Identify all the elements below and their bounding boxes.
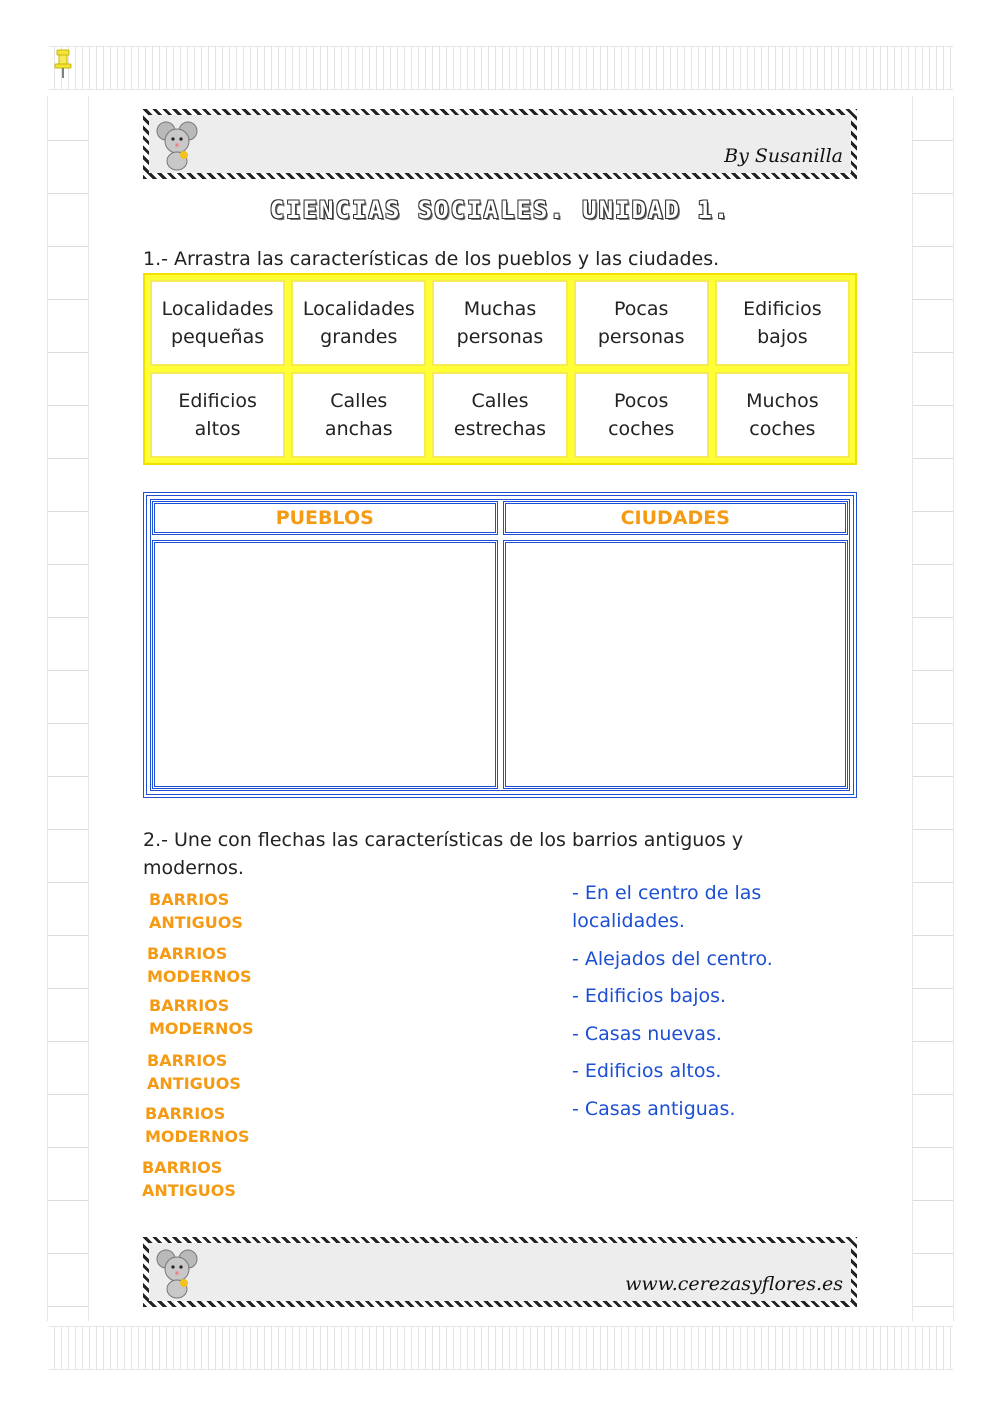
match-right-item[interactable]: - En el centro de las localidades. bbox=[572, 882, 762, 932]
mouse-icon bbox=[155, 119, 201, 171]
match-right-item[interactable]: - Casas antiguas. bbox=[572, 1098, 736, 1120]
match-left-item[interactable]: BARRIOS ANTIGUOS bbox=[147, 1051, 241, 1093]
drag-tile[interactable]: Edificios bajos bbox=[715, 280, 850, 366]
author-credit: By Susanilla bbox=[724, 145, 843, 167]
drag-tile[interactable]: Localidades pequeñas bbox=[150, 280, 285, 366]
website-credit: www.cerezasyflores.es bbox=[625, 1273, 843, 1295]
notebook-frame-top bbox=[48, 46, 953, 90]
page-title: CIENCIAS SOCIALES. UNIDAD 1. bbox=[269, 196, 731, 224]
drag-tile[interactable]: Localidades grandes bbox=[291, 280, 426, 366]
drag-tile[interactable]: Calles anchas bbox=[291, 372, 426, 458]
header-banner bbox=[143, 109, 857, 179]
match-left-item[interactable]: BARRIOS MODERNOS bbox=[147, 944, 252, 986]
match-right-item[interactable]: - Edificios altos. bbox=[572, 1060, 722, 1082]
match-left-item[interactable]: BARRIOS MODERNOS bbox=[145, 1104, 250, 1146]
ciudades-column-header: CIUDADES bbox=[503, 501, 849, 535]
drag-tile[interactable]: Muchas personas bbox=[432, 280, 567, 366]
notebook-frame-bottom bbox=[48, 1326, 953, 1370]
drag-tile[interactable]: Pocas personas bbox=[574, 280, 709, 366]
match-left-item[interactable]: BARRIOS ANTIGUOS bbox=[149, 890, 243, 932]
match-right-item[interactable]: - Alejados del centro. bbox=[572, 948, 773, 970]
ciudades-drop-zone[interactable] bbox=[503, 540, 849, 789]
drag-tile[interactable]: Muchos coches bbox=[715, 372, 850, 458]
drag-tile[interactable]: Edificios altos bbox=[150, 372, 285, 458]
pueblos-column-header: PUEBLOS bbox=[152, 501, 498, 535]
mouse-icon bbox=[155, 1247, 201, 1299]
footer-banner bbox=[143, 1237, 857, 1307]
notebook-frame-left bbox=[47, 96, 89, 1321]
pushpin-icon bbox=[53, 48, 73, 80]
exercise1-instruction: 1.- Arrastra las características de los pueblos y las ciudades. bbox=[143, 248, 720, 270]
exercise2-instruction: 2.- Une con flechas las características de los barrios antiguos y modernos. bbox=[143, 829, 744, 879]
draggable-tiles-grid bbox=[143, 273, 857, 465]
sorting-table bbox=[143, 492, 857, 798]
match-left-item[interactable]: BARRIOS ANTIGUOS bbox=[142, 1158, 236, 1200]
match-right-item[interactable]: - Edificios bajos. bbox=[572, 985, 727, 1007]
drag-tile[interactable]: Pocos coches bbox=[574, 372, 709, 458]
pueblos-drop-zone[interactable] bbox=[152, 540, 498, 789]
match-left-item[interactable]: BARRIOS MODERNOS bbox=[149, 996, 254, 1038]
drag-tile[interactable]: Calles estrechas bbox=[432, 372, 567, 458]
notebook-frame-right bbox=[912, 96, 954, 1321]
match-right-item[interactable]: - Casas nuevas. bbox=[572, 1023, 722, 1045]
